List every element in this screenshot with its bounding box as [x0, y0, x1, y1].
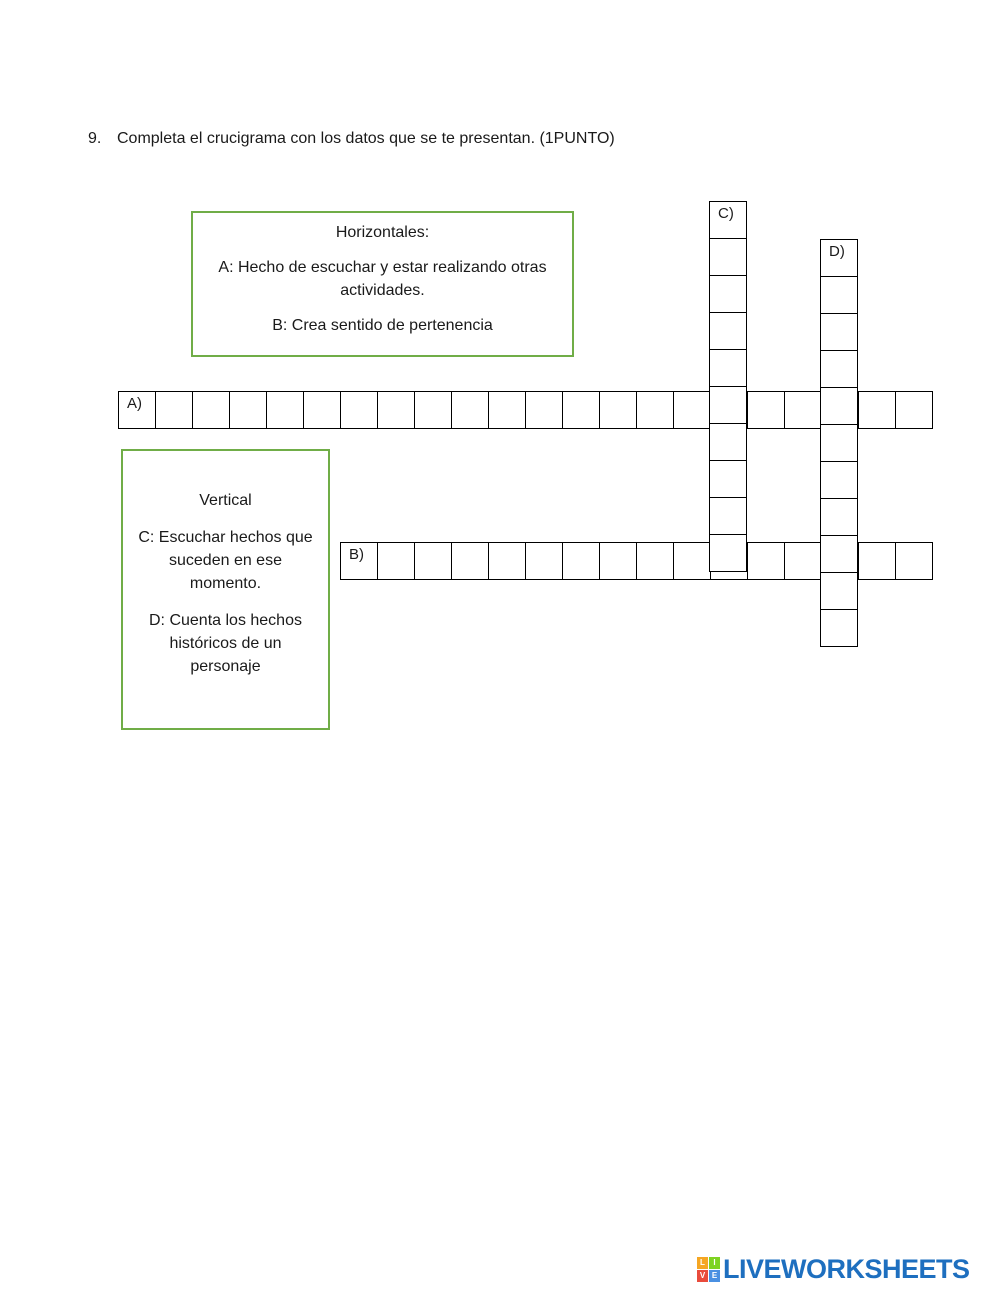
crossword-cell-d-1[interactable] — [820, 239, 858, 277]
crossword-label: B) — [349, 546, 364, 563]
crossword-cell-d-8[interactable] — [820, 498, 858, 536]
crossword-cell-b-16[interactable] — [895, 542, 933, 580]
crossword-cell-a-10[interactable] — [451, 391, 489, 429]
crossword-cell-c-7[interactable] — [709, 423, 747, 461]
crossword-cell-b-7[interactable] — [562, 542, 600, 580]
crossword-cell-a-2[interactable] — [155, 391, 193, 429]
crossword-cell-a-18[interactable] — [747, 391, 785, 429]
question-line — [88, 130, 615, 148]
logo-block-v: V — [697, 1270, 708, 1282]
question-text: Completa el crucigrama con los datos que se te presentan. (1PUNTO) — [117, 130, 615, 147]
horizontal-clues-title: Horizontales: — [335, 224, 430, 241]
crossword-cell-b-12[interactable] — [747, 542, 785, 580]
logo-block-e: E — [709, 1270, 720, 1282]
crossword-cell-a-22[interactable] — [895, 391, 933, 429]
crossword-cell-d-3[interactable] — [820, 313, 858, 351]
crossword-cell-b-8[interactable] — [599, 542, 637, 580]
logo-block-i: I — [709, 1257, 720, 1269]
crossword-cell-d-10[interactable] — [820, 572, 858, 610]
crossword-cell-a-11[interactable] — [488, 391, 526, 429]
crossword-cell-b-5[interactable] — [488, 542, 526, 580]
crossword-cell-b-1[interactable] — [340, 542, 378, 580]
clue-c: C: Escuchar hechos que suceden en ese momento. — [138, 529, 313, 592]
crossword-cell-d-11[interactable] — [820, 609, 858, 647]
crossword-label: A) — [127, 395, 142, 412]
clue-a: A: Hecho de escuchar y estar realizando otras actividades. — [218, 259, 547, 299]
crossword-label: D) — [829, 243, 845, 260]
logo-block-l: L — [697, 1257, 708, 1269]
crossword-cell-d-4[interactable] — [820, 350, 858, 388]
logo-blocks-icon — [697, 1257, 720, 1282]
crossword-cell-b-2[interactable] — [377, 542, 415, 580]
vertical-clues-title: Vertical — [199, 492, 252, 509]
crossword-cell-b-9[interactable] — [636, 542, 674, 580]
crossword-cell-a-5[interactable] — [266, 391, 304, 429]
crossword-cell-c-8[interactable] — [709, 460, 747, 498]
crossword-cell-a-14[interactable] — [599, 391, 637, 429]
liveworksheets-logo — [697, 1254, 970, 1284]
horizontal-clues-box — [191, 211, 574, 357]
crossword-cell-c-6[interactable] — [709, 386, 747, 424]
crossword-cell-a-13[interactable] — [562, 391, 600, 429]
crossword-cell-b-6[interactable] — [525, 542, 563, 580]
crossword-cell-c-9[interactable] — [709, 497, 747, 535]
crossword-cell-c-4[interactable] — [709, 312, 747, 350]
crossword-cell-a-6[interactable] — [303, 391, 341, 429]
question-number: 9. — [88, 130, 102, 147]
crossword-cell-c-10[interactable] — [709, 534, 747, 572]
crossword-cell-a-21[interactable] — [858, 391, 896, 429]
crossword-cell-c-2[interactable] — [709, 238, 747, 276]
crossword-cell-d-9[interactable] — [820, 535, 858, 573]
crossword-cell-b-4[interactable] — [451, 542, 489, 580]
crossword-cell-a-9[interactable] — [414, 391, 452, 429]
crossword-cell-b-15[interactable] — [858, 542, 896, 580]
crossword-cell-a-19[interactable] — [784, 391, 822, 429]
clue-d: D: Cuenta los hechos históricos de un personaje — [149, 612, 302, 675]
crossword-cell-b-13[interactable] — [784, 542, 822, 580]
crossword-cell-d-5[interactable] — [820, 387, 858, 425]
crossword-cell-a-16[interactable] — [673, 391, 711, 429]
crossword-cell-a-12[interactable] — [525, 391, 563, 429]
crossword-cell-c-5[interactable] — [709, 349, 747, 387]
crossword-cell-a-1[interactable] — [118, 391, 156, 429]
crossword-cell-c-3[interactable] — [709, 275, 747, 313]
crossword-cell-d-2[interactable] — [820, 276, 858, 314]
crossword-cell-c-1[interactable] — [709, 201, 747, 239]
crossword-label: C) — [718, 205, 734, 222]
crossword-cell-d-7[interactable] — [820, 461, 858, 499]
crossword-cell-a-4[interactable] — [229, 391, 267, 429]
crossword-cell-b-10[interactable] — [673, 542, 711, 580]
crossword-cell-b-3[interactable] — [414, 542, 452, 580]
clue-b: B: Crea sentido de pertenencia — [272, 317, 493, 334]
crossword-cell-a-3[interactable] — [192, 391, 230, 429]
crossword-cell-a-7[interactable] — [340, 391, 378, 429]
crossword-cell-d-6[interactable] — [820, 424, 858, 462]
vertical-clues-box — [121, 449, 330, 730]
crossword-cell-a-8[interactable] — [377, 391, 415, 429]
crossword-cell-a-15[interactable] — [636, 391, 674, 429]
logo-text: LIVEWORKSHEETS — [723, 1253, 970, 1284]
